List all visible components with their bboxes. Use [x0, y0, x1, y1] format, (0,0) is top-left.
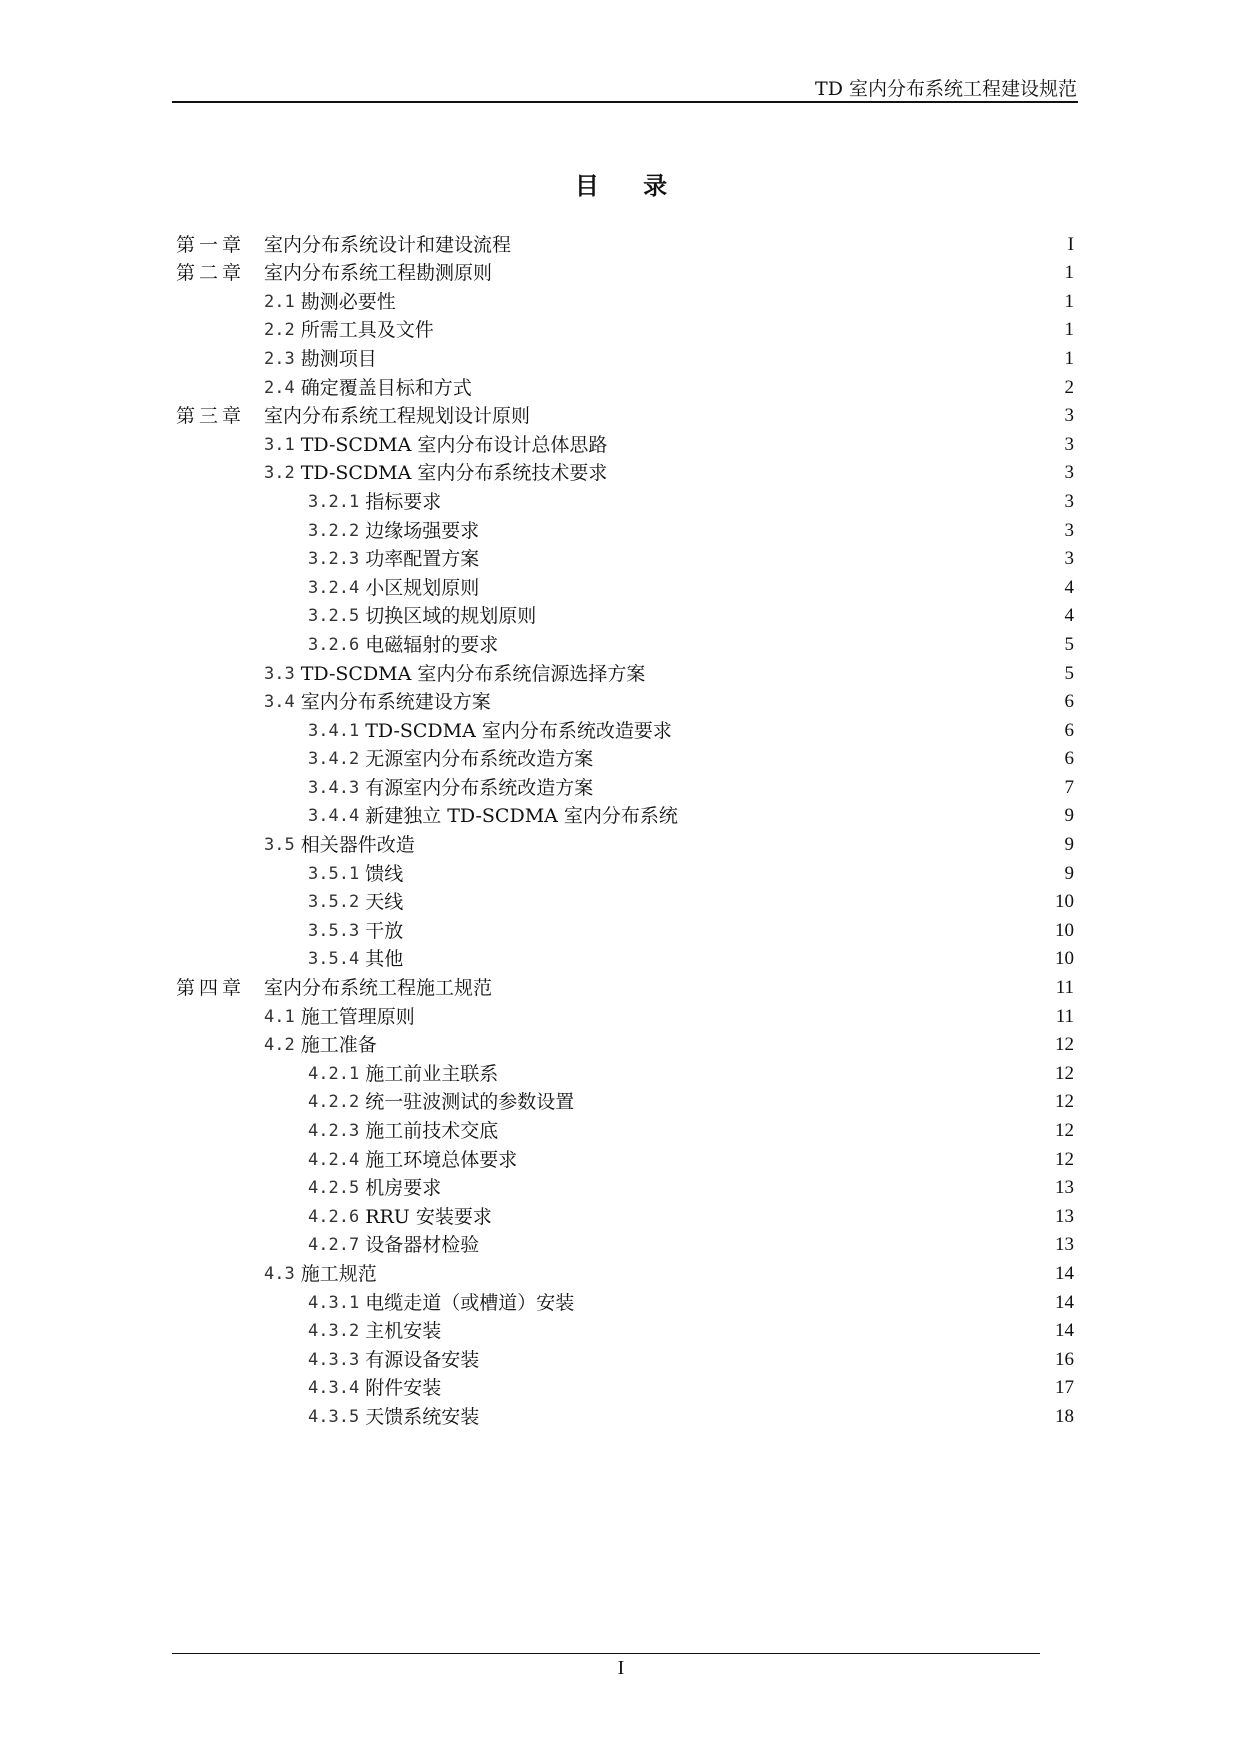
toc-entry[interactable]: [176, 1286, 1074, 1315]
toc-entry-title: 有源室内分布系统改造方案: [365, 776, 594, 799]
toc-page-number: 10: [1055, 919, 1074, 941]
toc-section-number: 3.3: [264, 663, 295, 684]
toc-dot-leader: [442, 1383, 1054, 1395]
toc-section-number: 2.1: [264, 291, 295, 312]
toc-section-number: 3.1: [264, 434, 295, 455]
toc-entry-title: TD-SCDMA 室内分布系统改造要求: [365, 719, 672, 742]
toc-entry-title: 施工前业主联系: [365, 1062, 499, 1085]
table-of-contents: [176, 228, 1074, 1429]
footer-page-number: I: [617, 1657, 625, 1679]
toc-chapter-label: 第二章: [176, 262, 246, 285]
toc-entry[interactable]: [176, 828, 1074, 857]
toc-page-number: 1: [1064, 262, 1074, 284]
toc-entry[interactable]: [176, 1200, 1074, 1229]
toc-page-number: 12: [1055, 1091, 1074, 1113]
toc-dot-leader: [492, 697, 1064, 709]
toc-dot-leader: [512, 240, 1067, 252]
toc-entry-title: TD-SCDMA 室内分布系统信源选择方案: [300, 662, 646, 685]
toc-entry[interactable]: [176, 1229, 1074, 1258]
toc-entry-title: 天线: [365, 891, 404, 914]
toc-dot-leader: [480, 526, 1063, 538]
toc-dot-leader: [473, 383, 1064, 395]
toc-page-number: 13: [1055, 1234, 1074, 1256]
toc-entry-title: 相关器件改造: [300, 834, 415, 857]
toc-dot-leader: [493, 268, 1063, 280]
toc-page-number: 3: [1064, 548, 1074, 570]
toc-section-number: 3.5.3: [308, 920, 360, 941]
toc-entry[interactable]: [176, 1315, 1074, 1344]
toc-section-number: 4.3: [264, 1263, 295, 1284]
toc-page-number: 18: [1055, 1405, 1074, 1427]
toc-page-number: 12: [1055, 1120, 1074, 1141]
toc-entry-title: 边缘场强要求: [365, 519, 480, 542]
toc-entry-title: 指标要求: [365, 490, 442, 513]
toc-section-number: 3.2.1: [308, 491, 360, 512]
toc-entry-title: 勘测项目: [300, 347, 377, 370]
toc-entry-title: 馈线: [365, 862, 404, 885]
toc-page-number: 2: [1064, 376, 1074, 398]
toc-section-number: 4.2.6: [308, 1206, 360, 1227]
toc-section-number: 4.2.5: [308, 1178, 360, 1199]
toc-page-number: 6: [1064, 748, 1074, 770]
toc-section-number: 4.2.3: [308, 1121, 360, 1141]
toc-dot-leader: [594, 754, 1063, 766]
toc-entry-title: 室内分布系统设计和建设流程: [264, 233, 512, 256]
toc-entry[interactable]: [176, 914, 1074, 943]
toc-page-number: 3: [1064, 462, 1074, 484]
toc-dot-leader: [594, 783, 1063, 795]
toc-dot-leader: [416, 1012, 1055, 1024]
toc-dot-leader: [378, 354, 1064, 366]
toc-dot-leader: [673, 726, 1064, 738]
toc-entry[interactable]: [176, 1086, 1074, 1115]
toc-dot-leader: [442, 1326, 1054, 1338]
toc-dot-leader: [404, 869, 1063, 881]
toc-section-number: 4.3.4: [308, 1378, 360, 1399]
toc-entry[interactable]: [176, 600, 1074, 629]
toc-page-number: 9: [1064, 834, 1074, 856]
toc-page-number: 11: [1055, 1005, 1074, 1027]
toc-entry[interactable]: [176, 771, 1074, 800]
toc-section-number: 3.4.1: [308, 720, 360, 741]
toc-entry[interactable]: [176, 1343, 1074, 1372]
toc-page-number: 3: [1064, 405, 1074, 427]
toc-entry-title: 电缆走道（或槽道）安装: [365, 1291, 575, 1314]
toc-section-number: 4.3.5: [308, 1406, 360, 1427]
toc-entry[interactable]: [176, 1000, 1074, 1029]
toc-section-number: 3.5.4: [308, 949, 360, 970]
toc-dot-leader: [480, 554, 1063, 566]
toc-page-number: 14: [1055, 1291, 1074, 1313]
toc-dot-leader: [404, 897, 1054, 909]
toc-page-number: 9: [1064, 805, 1074, 827]
toc-dot-leader: [442, 497, 1063, 509]
toc-page-number: 5: [1064, 633, 1074, 655]
toc-page-number: 14: [1055, 1320, 1074, 1342]
toc-page-number: 12: [1055, 1034, 1074, 1056]
toc-page-number: 10: [1055, 891, 1074, 913]
toc-entry-title: 室内分布系统建设方案: [300, 691, 491, 714]
toc-dot-leader: [575, 1298, 1054, 1310]
toc-dot-leader: [499, 1069, 1054, 1081]
toc-page-number: 6: [1064, 719, 1074, 741]
toc-entry[interactable]: [176, 543, 1074, 572]
toc-section-number: 3.2.2: [308, 520, 360, 541]
toc-dot-leader: [575, 1097, 1054, 1109]
toc-page-number: 6: [1064, 691, 1074, 713]
toc-entry-title: 新建独立 TD-SCDMA 室内分布系统: [365, 805, 678, 828]
toc-entry[interactable]: [176, 400, 1074, 429]
toc-section-number: 4.2: [264, 1035, 295, 1056]
toc-page-number: 16: [1055, 1348, 1074, 1370]
toc-page-number: 13: [1055, 1205, 1074, 1227]
toc-dot-leader: [404, 954, 1054, 966]
toc-entry-title: RRU 安装要求: [365, 1205, 492, 1228]
toc-dot-leader: [480, 1412, 1054, 1424]
toc-chapter-label: 第三章: [176, 405, 246, 428]
toc-entry[interactable]: [176, 457, 1074, 486]
toc-dot-leader: [493, 983, 1055, 995]
toc-dot-leader: [518, 1155, 1054, 1167]
toc-dot-leader: [531, 411, 1063, 423]
toc-entry-title: 功率配置方案: [365, 548, 480, 571]
toc-page-number: 1: [1064, 319, 1074, 341]
toc-title: 目 录: [574, 171, 686, 200]
toc-section-number: 3.5.2: [308, 892, 360, 913]
toc-entry[interactable]: [176, 657, 1074, 686]
toc-section-number: 4.2.1: [308, 1063, 360, 1084]
toc-section-number: 4.3.2: [308, 1321, 360, 1342]
toc-entry-title: 电磁辐射的要求: [365, 633, 499, 656]
toc-entry-title: 干放: [365, 919, 404, 942]
toc-entry-title: 室内分布系统工程勘测原则: [264, 262, 493, 285]
toc-entry-title: TD-SCDMA 室内分布系统技术要求: [300, 462, 608, 485]
toc-entry[interactable]: [176, 943, 1074, 972]
header-rule: [172, 101, 1078, 103]
toc-chapter-label: 第四章: [176, 977, 246, 1000]
toc-entry[interactable]: [176, 628, 1074, 657]
toc-dot-leader: [397, 297, 1064, 309]
toc-entry-title: 天馈系统安装: [365, 1405, 480, 1428]
toc-page-number: 11: [1055, 977, 1074, 999]
toc-dot-leader: [435, 325, 1064, 337]
toc-dot-leader: [499, 640, 1063, 652]
toc-page-number: 1: [1064, 290, 1074, 312]
toc-dot-leader: [679, 811, 1064, 823]
toc-section-number: 4.1: [264, 1006, 295, 1027]
toc-entry-title: 小区规划原则: [365, 576, 480, 599]
toc-entry-title: 无源室内分布系统改造方案: [365, 748, 594, 771]
toc-dot-leader: [499, 1126, 1054, 1138]
toc-section-number: 3.4: [264, 692, 295, 713]
toc-entry-title: 其他: [365, 948, 404, 971]
toc-page-number: 3: [1064, 433, 1074, 455]
toc-section-number: 3.2.6: [308, 634, 360, 655]
toc-entry-title: 确定覆盖目标和方式: [300, 376, 472, 399]
toc-entry[interactable]: [176, 428, 1074, 457]
toc-page-number: 17: [1055, 1377, 1074, 1399]
toc-entry[interactable]: [176, 1143, 1074, 1172]
toc-page-number: 3: [1064, 490, 1074, 512]
toc-dot-leader: [416, 840, 1064, 852]
toc-entry[interactable]: [176, 485, 1074, 514]
toc-dot-leader: [608, 440, 1063, 452]
toc-section-number: 3.2: [264, 463, 295, 484]
toc-entry[interactable]: [176, 1057, 1074, 1086]
toc-section-number: 4.3.1: [308, 1292, 360, 1313]
toc-page-number: 1: [1064, 347, 1074, 369]
toc-entry-title: 所需工具及文件: [300, 319, 434, 342]
toc-section-number: 4.2.4: [308, 1149, 360, 1170]
running-header-title: TD 室内分布系统工程建设规范: [815, 78, 1077, 100]
toc-dot-leader: [378, 1040, 1054, 1052]
toc-entry[interactable]: [176, 314, 1074, 343]
toc-entry[interactable]: [176, 257, 1074, 286]
toc-entry[interactable]: [176, 686, 1074, 715]
toc-dot-leader: [537, 611, 1063, 623]
toc-entry[interactable]: [176, 571, 1074, 600]
toc-page-number: 4: [1064, 605, 1074, 627]
toc-page-number: 7: [1064, 776, 1074, 798]
toc-dot-leader: [480, 1240, 1054, 1252]
toc-section-number: 3.4.3: [308, 777, 360, 798]
toc-entry[interactable]: [176, 228, 1074, 257]
toc-entry[interactable]: [176, 800, 1074, 829]
footer-rule: [172, 1653, 1040, 1654]
toc-entry-title: 设备器材检验: [365, 1234, 480, 1257]
toc-section-number: 3.2.5: [308, 606, 360, 627]
toc-entry-title: 施工管理原则: [300, 1005, 415, 1028]
toc-entry[interactable]: [176, 857, 1074, 886]
toc-section-number: 2.2: [264, 320, 295, 341]
toc-section-number: 3.2.3: [308, 549, 360, 570]
toc-section-number: 3.5.1: [308, 863, 360, 884]
toc-page-number: 13: [1055, 1177, 1074, 1199]
toc-section-number: 3.2.4: [308, 577, 360, 598]
toc-entry-title: 有源设备安装: [365, 1348, 480, 1371]
toc-section-number: 3.4.4: [308, 806, 360, 827]
toc-page-number: 12: [1055, 1062, 1074, 1084]
toc-page-number: 4: [1064, 576, 1074, 598]
toc-entry[interactable]: [176, 342, 1074, 371]
toc-dot-leader: [480, 1355, 1054, 1367]
toc-dot-leader: [378, 1269, 1054, 1281]
toc-entry-title: TD-SCDMA 室内分布设计总体思路: [300, 433, 608, 456]
toc-entry[interactable]: [176, 371, 1074, 400]
toc-entry[interactable]: [176, 886, 1074, 915]
toc-page-number: 14: [1055, 1262, 1074, 1284]
toc-dot-leader: [480, 583, 1063, 595]
toc-dot-leader: [608, 468, 1063, 480]
toc-entry[interactable]: [176, 971, 1074, 1000]
toc-page-number: 10: [1055, 948, 1074, 970]
toc-entry-title: 统一驻波测试的参数设置: [365, 1091, 575, 1114]
toc-entry[interactable]: [176, 714, 1074, 743]
toc-entry-title: 室内分布系统工程规划设计原则: [264, 405, 531, 428]
toc-dot-leader: [646, 669, 1063, 681]
toc-entry-title: 主机安装: [365, 1320, 442, 1343]
toc-page-number: 3: [1064, 519, 1074, 541]
toc-entry[interactable]: [176, 743, 1074, 772]
toc-entry-title: 施工前技术交底: [365, 1120, 499, 1142]
toc-entry[interactable]: [176, 1257, 1074, 1286]
toc-page-number: 9: [1064, 862, 1074, 884]
toc-entry[interactable]: [176, 1400, 1074, 1429]
toc-entry-title: 施工规范: [300, 1262, 377, 1285]
toc-page-number: I: [1067, 233, 1074, 255]
toc-page-number: 12: [1055, 1148, 1074, 1170]
toc-section-number: 2.4: [264, 377, 295, 398]
toc-entry[interactable]: [176, 514, 1074, 543]
toc-entry[interactable]: [176, 285, 1074, 314]
toc-page-number: 5: [1064, 662, 1074, 684]
toc-chapter-label: 第一章: [176, 233, 246, 256]
toc-dot-leader: [493, 1212, 1054, 1224]
toc-section-number: 4.2.2: [308, 1092, 360, 1113]
toc-entry-title: 室内分布系统工程施工规范: [264, 977, 493, 1000]
toc-entry-title: 切换区域的规划原则: [365, 605, 537, 628]
toc-entry-title: 机房要求: [365, 1177, 442, 1200]
toc-section-number: 4.3.3: [308, 1349, 360, 1370]
toc-entry-title: 勘测必要性: [300, 290, 396, 313]
toc-entry-title: 附件安装: [365, 1377, 442, 1400]
toc-entry[interactable]: [176, 1372, 1074, 1401]
toc-section-number: 3.5: [264, 835, 295, 856]
toc-section-number: 4.2.7: [308, 1235, 360, 1256]
toc-dot-leader: [404, 926, 1054, 938]
toc-dot-leader: [442, 1183, 1054, 1195]
toc-entry[interactable]: [176, 1114, 1074, 1143]
toc-section-number: 2.3: [264, 348, 295, 369]
toc-entry[interactable]: [176, 1172, 1074, 1201]
toc-entry[interactable]: [176, 1029, 1074, 1058]
toc-entry-title: 施工准备: [300, 1034, 377, 1057]
toc-entry-title: 施工环境总体要求: [365, 1148, 518, 1171]
toc-section-number: 3.4.2: [308, 749, 360, 770]
